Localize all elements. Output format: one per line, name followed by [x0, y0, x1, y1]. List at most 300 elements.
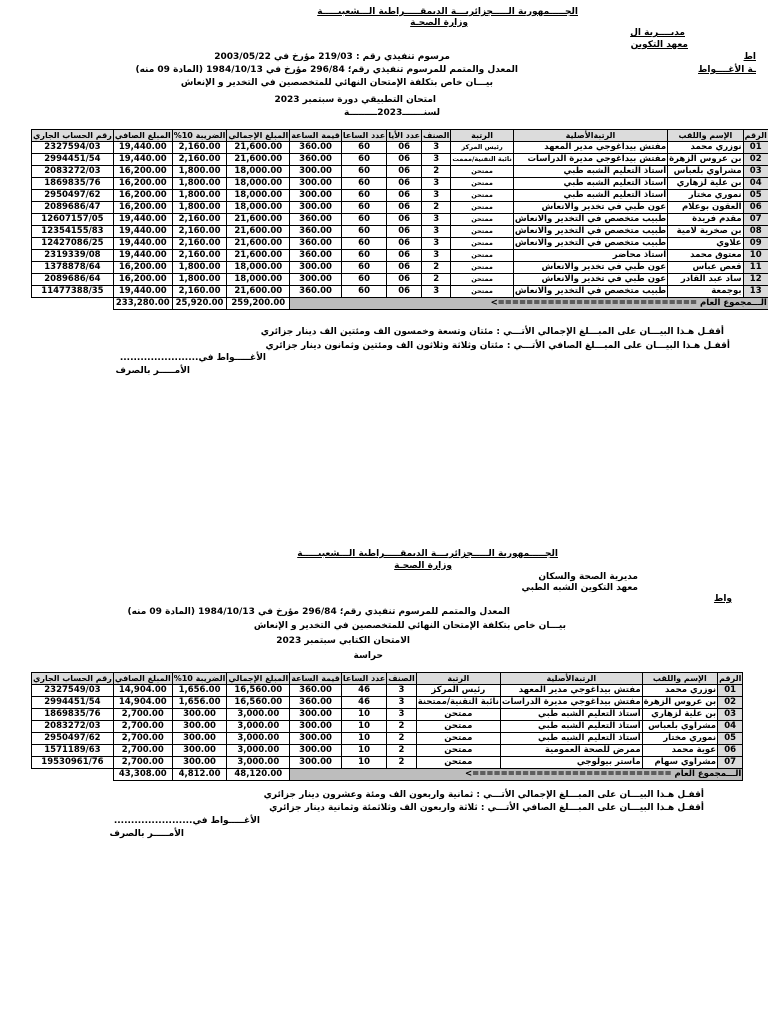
cell-name: نموري مختار — [642, 733, 717, 745]
cell-hours: 60 — [341, 190, 386, 202]
cell-days: 06 — [387, 238, 422, 250]
cell-gross: 18,000.00 — [227, 262, 290, 274]
cell-cat: 2 — [421, 274, 450, 286]
cell-name: علاوي — [668, 238, 743, 250]
cell-no: 02 — [743, 154, 768, 166]
column-header: الرتبة — [451, 130, 513, 142]
cell-gross: 18,000.00 — [227, 178, 290, 190]
cell-tax: 1,800.00 — [172, 262, 227, 274]
cell-hours: 60 — [341, 178, 386, 190]
cell-no: 09 — [743, 238, 768, 250]
cell-acct: 11477388/35 — [32, 286, 114, 298]
cell-name: بن عروس الزهرة — [669, 154, 742, 164]
cell-cat: 3 — [421, 238, 450, 250]
cell-grade: ممتحن — [451, 250, 513, 262]
cell-no: 11 — [743, 262, 768, 274]
column-header: قيمة الساعة — [291, 674, 340, 683]
column-header: الصنف — [388, 674, 415, 683]
cell-orig: طبيب متخصص في التخدير والانعاش — [514, 226, 667, 236]
cell-net: 19,440.00 — [113, 214, 172, 226]
directorate-label-2: مديرية الصحة والسكان — [538, 572, 638, 582]
cell-rate: 360.00 — [290, 238, 342, 250]
cell-acct: 2994451/54 — [32, 697, 114, 709]
cell-gross: 3,000.00 — [227, 745, 290, 757]
table-row — [32, 250, 768, 262]
cell-net: 14,904.00 — [113, 685, 172, 697]
cell-acct: 12427086/25 — [32, 238, 114, 250]
cell-gross: 18,000.00 — [227, 190, 290, 202]
cell-acct: 1571189/63 — [32, 745, 114, 757]
total-gross: 259,200.00 — [227, 298, 290, 310]
cell-no: 07 — [718, 757, 743, 769]
cell-rate: 300.00 — [290, 274, 342, 286]
cell-no: 03 — [743, 166, 768, 178]
total-gross-2: 48,120.00 — [227, 769, 290, 781]
cell-tax: 300.00 — [172, 721, 227, 733]
column-header: عدد الأيا — [388, 131, 420, 140]
cell-tax: 1,656.00 — [172, 697, 227, 709]
column-header: الإسم واللقب — [668, 130, 743, 142]
column-header: رقم الحساب الجاري — [33, 674, 112, 683]
wilaya-label-2: واط — [713, 594, 732, 604]
cell-net: 16,200.00 — [113, 202, 172, 214]
cell-hours: 60 — [341, 226, 386, 238]
table-row — [32, 190, 768, 202]
cell-tax: 1,800.00 — [172, 166, 227, 178]
total-net-2: 43,308.00 — [113, 769, 172, 781]
cell-no: 05 — [743, 190, 768, 202]
cell-no: 01 — [743, 142, 768, 154]
table-row — [32, 721, 743, 733]
cell-gross: 21,600.00 — [227, 214, 290, 226]
cell-name: بن عروس الزهرة — [643, 697, 717, 707]
cell-cat: 2 — [421, 166, 450, 178]
cell-orig: أستاذ التعليم الشبه طبي — [513, 166, 667, 178]
cell-cat: 3 — [421, 250, 450, 262]
cell-orig: ممرض للصحة العمومية — [500, 745, 642, 757]
cell-grade: ممتحن — [451, 262, 513, 274]
column-header: عدد الساعا — [342, 674, 386, 683]
cell-no: 10 — [743, 250, 768, 262]
cell-hours: 60 — [341, 142, 386, 154]
cell-orig: مفتش بيداغوجي مديرة الدراسات — [513, 154, 667, 166]
republic-title: الجـــــمهورية الـــــجزائريـــة الديمقـــــراطية الـــشعبيـــــة — [317, 7, 578, 17]
cell-name: نموري مختار — [668, 190, 743, 202]
payer-signature-label-2: الأمـــــر بالصرف — [109, 829, 184, 839]
cell-net: 14,904.00 — [113, 697, 172, 709]
cell-hours: 60 — [341, 154, 386, 166]
institute-label: معهد التكوين — [630, 40, 688, 50]
column-header: الإسم واللقب — [642, 673, 717, 685]
cell-gross: 18,000.00 — [227, 166, 290, 178]
table-row — [32, 202, 768, 214]
cell-grade: ممتحن — [416, 721, 500, 733]
cell-tax: 1,656.00 — [172, 685, 227, 697]
cell-gross: 21,600.00 — [227, 142, 290, 154]
cell-gross: 3,000.00 — [227, 757, 290, 769]
cell-gross: 3,000.00 — [227, 709, 290, 721]
cell-no: 08 — [743, 226, 768, 238]
cell-acct: 2319339/08 — [32, 250, 114, 262]
column-header: الرتبةالأصلية — [500, 673, 642, 685]
table-row — [32, 274, 768, 286]
cell-hours: 60 — [341, 262, 386, 274]
cell-tax: 2,160.00 — [172, 154, 227, 166]
cell-grade: رئيس المركز — [416, 685, 500, 697]
cell-tax: 1,800.00 — [172, 178, 227, 190]
cell-no: 05 — [718, 733, 743, 745]
cell-orig: أستاذ التعليم الشبه طبي — [513, 190, 667, 202]
cell-cat: 3 — [387, 697, 416, 709]
cell-tax: 300.00 — [172, 757, 227, 769]
place-date-line: الأغـــــواط في....................... — [119, 353, 266, 363]
year-line: لسنـــــــ2023ـــــــــة — [344, 108, 440, 118]
table-row — [32, 685, 743, 697]
cell-cat: 3 — [421, 214, 450, 226]
cell-orig: عون طبي في تخدير والانعاش — [513, 262, 667, 274]
table-row — [32, 745, 743, 757]
cell-no: 12 — [743, 274, 768, 286]
cell-days: 06 — [387, 250, 422, 262]
cell-acct: 2083272/03 — [32, 166, 114, 178]
cell-net: 2,700.00 — [113, 745, 172, 757]
cell-gross: 21,600.00 — [227, 250, 290, 262]
cell-grade: نائبة التقنية/ممتحنة — [417, 697, 499, 707]
cell-name: بن علية لزهاري — [668, 178, 743, 190]
cell-cat: 2 — [387, 745, 416, 757]
cell-orig: أستاذ التعليم الشبه طبي — [513, 178, 667, 190]
cell-rate: 300.00 — [290, 733, 342, 745]
cell-tax: 2,160.00 — [172, 226, 227, 238]
laghouat-label: ـة الأغــــواط — [698, 65, 756, 75]
cell-days: 06 — [387, 154, 422, 166]
column-header: الرتبةالأصلية — [513, 130, 667, 142]
institute-label-2: معهد التكوين الشبه الطبي — [521, 583, 638, 593]
total-tax: 25,920.00 — [172, 298, 227, 310]
cell-tax: 300.00 — [172, 709, 227, 721]
payer-signature-label: الأمـــــر بالصرف — [115, 366, 190, 376]
cell-days: 06 — [387, 142, 422, 154]
cell-name: معتوق محمد — [668, 250, 743, 262]
cell-tax: 1,800.00 — [172, 274, 227, 286]
total-label-2: الـــمجموع العام ============================> — [290, 769, 743, 781]
cell-net: 16,200.00 — [113, 190, 172, 202]
cell-days: 06 — [387, 178, 422, 190]
cell-net: 16,200.00 — [113, 262, 172, 274]
cell-rate: 300.00 — [290, 202, 342, 214]
cell-orig: ماستر بيولوجي — [500, 757, 642, 769]
cell-name: بوجمعة — [668, 286, 743, 298]
cell-hours: 46 — [341, 697, 386, 709]
exam-title: امتحان التطبيقي دورة سبتمبر 2023 — [274, 95, 436, 105]
table-row — [32, 166, 768, 178]
cell-gross: 3,000.00 — [227, 733, 290, 745]
cell-rate: 360.00 — [290, 226, 342, 238]
column-header: %الضريبة 10 — [173, 131, 226, 140]
cell-net: 2,700.00 — [113, 733, 172, 745]
cell-orig: استاذ محاضر — [513, 250, 667, 262]
cell-orig: أستاذ التعليم الشبه طبي — [500, 733, 642, 745]
cell-days: 06 — [387, 286, 422, 298]
cell-hours: 60 — [341, 274, 386, 286]
decree-line: مرسوم تنفيذي رقم : 219/03 مؤرخ في 2003/05/22 — [214, 52, 450, 62]
table-row — [32, 697, 743, 709]
cell-cat: 3 — [421, 154, 450, 166]
column-header: المبلغ الصافي — [114, 674, 171, 683]
cell-net: 19,440.00 — [113, 142, 172, 154]
cell-hours: 10 — [341, 721, 386, 733]
cell-acct: 2994451/54 — [32, 154, 114, 166]
cell-grade: ممتحن — [451, 226, 513, 238]
cell-net: 19,440.00 — [113, 238, 172, 250]
cell-cat: 3 — [421, 190, 450, 202]
cell-no: 06 — [743, 202, 768, 214]
cell-cat: 3 — [387, 685, 416, 697]
cell-net: 2,700.00 — [113, 709, 172, 721]
cell-orig: عون طبي في تخدير والانعاش — [513, 274, 667, 286]
place-date-line-2: الأغـــــواط في....................... — [113, 816, 260, 826]
cell-grade: ممتحن — [416, 745, 500, 757]
column-header: الرقم — [719, 674, 742, 683]
table-row — [32, 262, 768, 274]
subtitle-guard: حراسة — [353, 651, 383, 661]
cell-acct: 1869835/76 — [32, 709, 114, 721]
cell-rate: 300.00 — [290, 757, 342, 769]
cell-orig: طبيب متخصص في التخدير والانعاش — [514, 238, 667, 248]
column-header: عدد الساعا — [342, 131, 386, 140]
cost-table-practical — [31, 129, 768, 310]
cell-cat: 3 — [421, 142, 450, 154]
column-header: الصنف — [422, 131, 450, 140]
column-header: رقم الحساب الجاري — [33, 131, 112, 140]
cell-grade: ممتحن — [451, 166, 513, 178]
cell-name: بن علية لزهاري — [642, 709, 717, 721]
cell-gross: 18,000.00 — [227, 274, 290, 286]
cell-cat: 3 — [421, 178, 450, 190]
table-row — [32, 709, 743, 721]
cell-hours: 10 — [341, 757, 386, 769]
cell-net: 16,200.00 — [113, 274, 172, 286]
table-row — [32, 214, 768, 226]
amended-decree-line: المعدل والمتمم للمرسوم تنفيذي رقم؛ 296/84 مؤرخ في 1984/10/13 (المادة 09 منه) — [135, 65, 518, 75]
cell-cat: 2 — [421, 202, 450, 214]
cell-no: 07 — [743, 214, 768, 226]
cell-acct: 2327549/03 — [32, 685, 114, 697]
cell-name: مشراوي بلعباس — [668, 166, 743, 178]
cell-rate: 360.00 — [290, 685, 342, 697]
cell-cat: 2 — [387, 721, 416, 733]
cell-hours: 60 — [341, 238, 386, 250]
cell-hours: 10 — [341, 745, 386, 757]
cell-hours: 10 — [341, 709, 386, 721]
cell-acct: 2950497/62 — [32, 190, 114, 202]
cell-gross: 21,600.00 — [227, 286, 290, 298]
column-header: الرتبة — [416, 673, 500, 685]
cell-orig: عون طبي في تخدير والانعاش — [513, 202, 667, 214]
statement-title: بيـــان خاص بتكلفة الإمتحان النهائي للمتخصصين في التخدير و الإنعاش — [180, 78, 493, 88]
cell-cat: 3 — [387, 709, 416, 721]
cell-tax: 2,160.00 — [172, 286, 227, 298]
cell-acct: 2089686/47 — [32, 202, 114, 214]
cell-gross: 16,560.00 — [227, 685, 290, 697]
cell-name: عوية محمد — [642, 745, 717, 757]
cell-rate: 300.00 — [290, 721, 342, 733]
cell-days: 06 — [387, 190, 422, 202]
cell-name: ساد عبد القادر — [668, 274, 743, 286]
cost-table-written — [31, 672, 743, 781]
cell-hours: 60 — [341, 166, 386, 178]
republic-title-2: الجـــــمهورية الـــــجزائريـــة الديمقـــــراطية الـــشعبيـــــة — [297, 549, 558, 559]
cell-grade: ممتحن — [451, 286, 513, 298]
cell-grade: ممتحن — [451, 190, 513, 202]
cell-hours: 46 — [341, 685, 386, 697]
cell-name: نوزري محمد — [668, 142, 743, 154]
column-header: الرقم — [744, 131, 767, 140]
cell-tax: 300.00 — [172, 745, 227, 757]
cell-hours: 60 — [341, 250, 386, 262]
cell-no: 04 — [718, 721, 743, 733]
cell-tax: 1,800.00 — [172, 190, 227, 202]
cell-days: 06 — [387, 166, 422, 178]
words-gross-line-2: أقفـل هـذا البيـــان على المبـــلغ الإجمالي الأتـــي : ثمانية واربعون الف ومئة وعشرون دينار جزائري — [263, 790, 704, 800]
cell-grade: ممتحن — [416, 733, 500, 745]
cell-tax: 2,160.00 — [172, 214, 227, 226]
cell-tax: 300.00 — [172, 733, 227, 745]
cell-acct: 2089686/64 — [32, 274, 114, 286]
cell-grade: رئيس المركز — [451, 142, 513, 154]
cell-orig: طبيب متخصص في التخدير والانعاش — [514, 214, 667, 224]
table-row — [32, 286, 768, 298]
cell-grade: ممتحن — [451, 274, 513, 286]
cell-orig: مفتش بيداغوجي مدير المعهد — [513, 142, 667, 154]
table-row — [32, 757, 743, 769]
table-row — [32, 226, 768, 238]
cell-acct: 2327594/03 — [32, 142, 114, 154]
table-row — [32, 238, 768, 250]
words-net-line: أقفـل هـذا البيـــان على المبـــلغ الصافي الأتـــي : مئتان وثلاثة وثلاثون الف ومئتين وثمانون دينار جزائري — [265, 341, 730, 351]
cell-gross: 21,600.00 — [227, 238, 290, 250]
cell-net: 16,200.00 — [113, 178, 172, 190]
cell-orig: أستاذ التعليم الشبه طبي — [500, 721, 642, 733]
cell-days: 06 — [387, 214, 422, 226]
cell-rate: 360.00 — [290, 154, 342, 166]
exam-title-2: الامتحان الكتابي سبتمبر 2023 — [276, 636, 410, 646]
words-gross-line: أقفـل هـذا البيـــان على المبـــلغ الإجمالي الأتـــي : مئتان وتسعة وخمسون الف ومئتين الف دينار جزائري — [260, 327, 724, 337]
cell-days: 06 — [387, 262, 422, 274]
cell-rate: 360.00 — [290, 142, 342, 154]
cell-hours: 60 — [341, 286, 386, 298]
cell-orig: مفتش بيداغوجي مديرة الدراسات — [501, 697, 641, 707]
cell-cat: 2 — [387, 757, 416, 769]
cell-rate: 360.00 — [290, 286, 342, 298]
column-header: قيمة الساعة — [291, 131, 340, 140]
column-header: المبلغ الإجمالي — [228, 131, 289, 140]
table-row — [32, 154, 768, 166]
cell-acct: 1378878/64 — [32, 262, 114, 274]
cell-hours: 60 — [341, 202, 386, 214]
wilaya-label: اط — [743, 52, 756, 62]
cell-rate: 300.00 — [290, 262, 342, 274]
cell-grade: ممتحن — [451, 238, 513, 250]
cell-gross: 21,600.00 — [227, 226, 290, 238]
cell-name: مشراوي بلعباس — [642, 721, 717, 733]
directorate-label: مديــــرية ال — [630, 28, 685, 38]
total-net: 233,280.00 — [113, 298, 172, 310]
cell-rate: 360.00 — [290, 697, 342, 709]
cell-hours: 60 — [341, 214, 386, 226]
cell-no: 03 — [718, 709, 743, 721]
cell-hours: 10 — [341, 733, 386, 745]
cell-name: قعص عباس — [668, 262, 743, 274]
cell-acct: 19530961/76 — [32, 757, 114, 769]
cell-cat: 2 — [421, 262, 450, 274]
cell-grade: نائبة التقنية/مممت — [451, 154, 513, 166]
cell-rate: 300.00 — [290, 166, 342, 178]
cell-cat: 3 — [421, 286, 450, 298]
cell-net: 19,440.00 — [113, 286, 172, 298]
cell-no: 06 — [718, 745, 743, 757]
cell-acct: 12607157/05 — [32, 214, 114, 226]
cell-grade: ممتحن — [451, 202, 513, 214]
cell-grade: ممتحن — [451, 178, 513, 190]
column-header: المبلغ الصافي — [114, 131, 171, 140]
cell-cat: 2 — [387, 733, 416, 745]
ministry-title: وزارة الصحـة — [410, 18, 468, 28]
ministry-title-2: وزارة الصحـة — [394, 561, 452, 571]
cell-grade: ممتحن — [416, 709, 500, 721]
cell-rate: 360.00 — [290, 250, 342, 262]
total-label: الـــمجموع العام ============================> — [290, 298, 768, 310]
cell-name: نوزري محمد — [642, 685, 717, 697]
cell-gross: 3,000.00 — [227, 721, 290, 733]
cell-gross: 18,000.00 — [227, 202, 290, 214]
cell-grade: ممتحن — [451, 214, 513, 226]
cell-name: بن صخرية لامية — [668, 226, 743, 238]
cell-cat: 3 — [421, 226, 450, 238]
cell-no: 04 — [743, 178, 768, 190]
cell-tax: 1,800.00 — [172, 202, 227, 214]
cell-orig: طبيب متخصص في التخدير والانعاش — [514, 286, 667, 296]
cell-rate: 300.00 — [290, 178, 342, 190]
cell-tax: 2,160.00 — [172, 238, 227, 250]
cell-acct: 12354155/83 — [32, 226, 114, 238]
cell-no: 13 — [743, 286, 768, 298]
cell-net: 19,440.00 — [113, 250, 172, 262]
cell-tax: 2,160.00 — [172, 142, 227, 154]
cell-grade: ممتحن — [416, 757, 500, 769]
cell-tax: 2,160.00 — [172, 250, 227, 262]
cell-name: العقون بوعلام — [668, 202, 743, 214]
cell-name: مشراوي سهام — [642, 757, 717, 769]
cell-net: 2,700.00 — [113, 757, 172, 769]
table-row — [32, 142, 768, 154]
table-row — [32, 178, 768, 190]
cell-orig: أستاذ التعليم الشبه طبي — [500, 709, 642, 721]
cell-acct: 1869835/76 — [32, 178, 114, 190]
cell-gross: 21,600.00 — [227, 154, 290, 166]
cell-rate: 300.00 — [290, 190, 342, 202]
amended-decree-line-2: المعدل والمتمم للمرسوم تنفيذي رقم؛ 296/84 مؤرخ في 1984/10/13 (المادة 09 منه) — [127, 607, 510, 617]
cell-acct: 2083272/03 — [32, 721, 114, 733]
cell-gross: 16,560.00 — [227, 697, 290, 709]
cell-days: 06 — [387, 274, 422, 286]
cell-rate: 360.00 — [290, 214, 342, 226]
cell-orig: مفتش بيداغوجي مدير المعهد — [500, 685, 642, 697]
cell-net: 16,200.00 — [113, 166, 172, 178]
total-tax-2: 4,812.00 — [172, 769, 227, 781]
words-net-line-2: أقفـل هـذا البيـــان على المبـــلغ الصافي الأتـــي : ثلاثة واربعون الف وثلاثمئة وثمانية دينار جزائري — [269, 803, 704, 813]
cell-net: 19,440.00 — [113, 154, 172, 166]
